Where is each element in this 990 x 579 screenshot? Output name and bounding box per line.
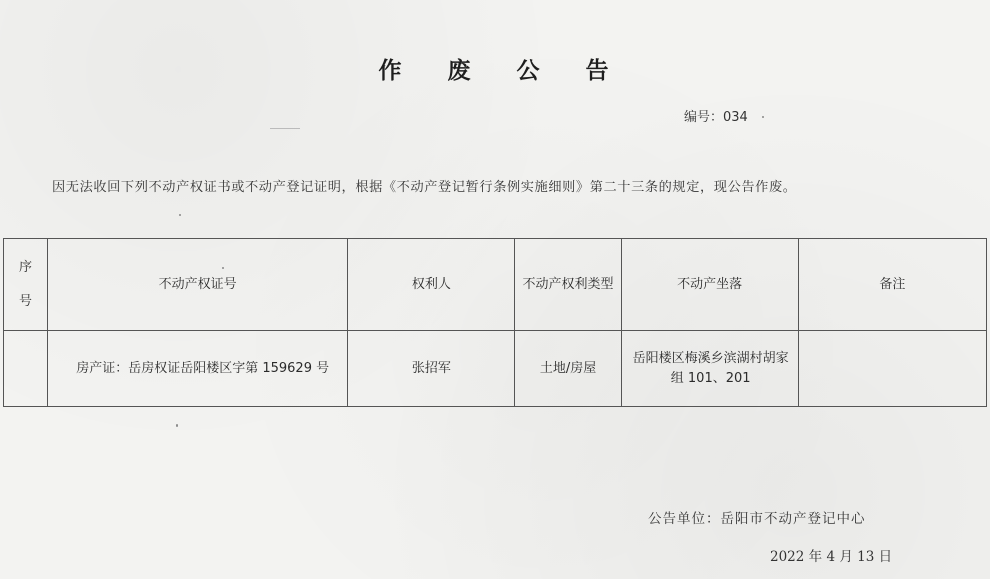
cell-holder: 张招军: [348, 331, 515, 407]
header-right-type: 不动产权利类型: [515, 239, 621, 331]
table-row: [4, 331, 987, 407]
void-certificate-table: [3, 238, 987, 407]
header-holder: 权利人: [348, 239, 515, 331]
document-number: 编号：034: [684, 110, 748, 125]
table-header-row: [4, 239, 987, 331]
header-cert-no: 不动产权证号: [48, 239, 348, 331]
cell-seq: [4, 331, 48, 407]
intro-paragraph: 因无法收回下列不动产权证书或不动产登记证明，根据《不动产登记暂行条例实施细则》第二十三条的规定，现公告作废。: [52, 180, 797, 195]
scan-speck: [222, 267, 224, 269]
cell-remark: [798, 331, 986, 407]
issuing-unit: 公告单位：岳阳市不动产登记中心: [648, 511, 866, 527]
scan-speck: [179, 214, 181, 216]
cell-right-type: 土地/房屋: [515, 331, 621, 407]
page-title: 作 废 公 告: [378, 58, 628, 84]
issue-date: 2022 年 4 月 13 日: [770, 549, 893, 565]
scan-speck: [270, 128, 300, 129]
cell-cert-no: 房产证：岳房权证岳阳楼区字第 159629 号: [48, 331, 348, 407]
header-location: 不动产坐落: [621, 239, 798, 331]
cell-location: 岳阳楼区梅溪乡滨湖村胡家组 101、201: [621, 331, 798, 407]
scan-speck: [762, 116, 764, 118]
scan-speck: [176, 424, 178, 427]
header-seq: 序号: [4, 239, 48, 331]
header-remark: 备注: [798, 239, 986, 331]
